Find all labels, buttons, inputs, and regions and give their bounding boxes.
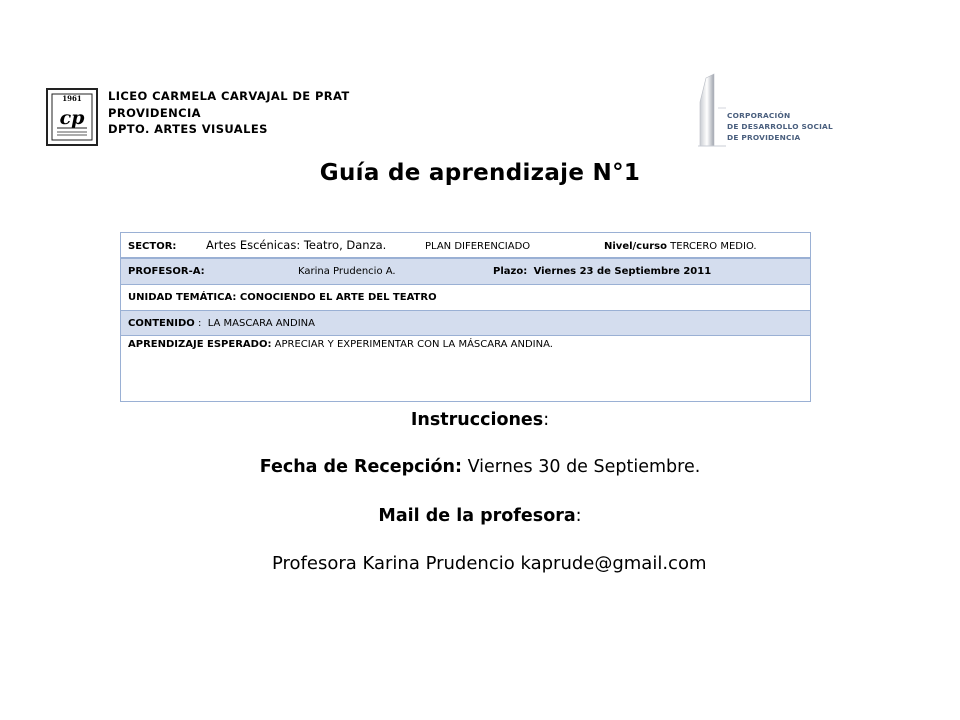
corporation-line1: CORPORACIÓN (727, 111, 791, 120)
unidad-value: UNIDAD TEMÁTICA: CONOCIENDO EL ARTE DEL TEATRO (128, 292, 437, 303)
page-title: Guía de aprendizaje N°1 (319, 160, 641, 186)
school-name: LICEO CARMELA CARVAJAL DE PRAT (108, 89, 350, 103)
plazo-value: Viernes 23 de Septiembre 2011 (533, 266, 712, 277)
profesor-label: PROFESOR-A: (128, 266, 205, 277)
mail-heading-colon: : (575, 506, 582, 526)
instructions-heading-text: Instrucciones (410, 410, 544, 430)
plan-value: PLAN DIFERENCIADO (425, 241, 531, 252)
school-logo (46, 88, 98, 146)
sector-label: SECTOR: (128, 241, 177, 252)
info-table (120, 232, 811, 402)
school-dept: DPTO. ARTES VISUALES (108, 122, 268, 136)
info-row-aprendizaje (121, 336, 811, 402)
aprendizaje-value: APRECIAR Y EXPERIMENTAR CON LA MÁSCARA ANDINA. (274, 339, 553, 350)
corporation-name (727, 110, 833, 143)
teacher-contact: Profesora Karina Prudencio kaprude@gmail.com (272, 553, 707, 574)
sector-value: Artes Escénicas: Teatro, Danza. (206, 238, 387, 252)
instructions-heading-colon: : (543, 410, 550, 430)
plazo-label: Plazo: (493, 266, 528, 277)
corporation-line2: DE DESARROLLO SOCIAL (727, 122, 833, 131)
profesor-value: Karina Prudencio A. (298, 266, 396, 277)
fecha-label: Fecha de Recepción: (259, 457, 463, 477)
school-header (108, 88, 350, 138)
logo-year: 1961 (62, 94, 82, 103)
info-row-unidad (121, 285, 811, 311)
contenido-separator: : (194, 317, 205, 329)
mail-heading-text: Mail de la profesora (378, 506, 576, 526)
contenido-label: CONTENIDO (128, 317, 195, 329)
nivel-value: TERCERO MEDIO. (670, 241, 757, 252)
aprendizaje-label: APRENDIZAJE ESPERADO: (128, 339, 272, 350)
info-row-profesor (121, 258, 811, 285)
instructions-heading (0, 410, 960, 430)
info-row-contenido (121, 311, 811, 336)
nivel-label: Nivel/curso (604, 241, 667, 252)
fecha-recepcion (0, 457, 960, 477)
contenido-value: LA MASCARA ANDINA (207, 317, 316, 329)
mail-heading (0, 506, 960, 526)
info-row-sector (121, 233, 811, 259)
corporation-line3: DE PROVIDENCIA (727, 133, 801, 142)
school-city: PROVIDENCIA (108, 105, 201, 120)
fecha-value: Viernes 30 de Septiembre. (467, 457, 701, 477)
logo-initials: cp (59, 107, 85, 129)
